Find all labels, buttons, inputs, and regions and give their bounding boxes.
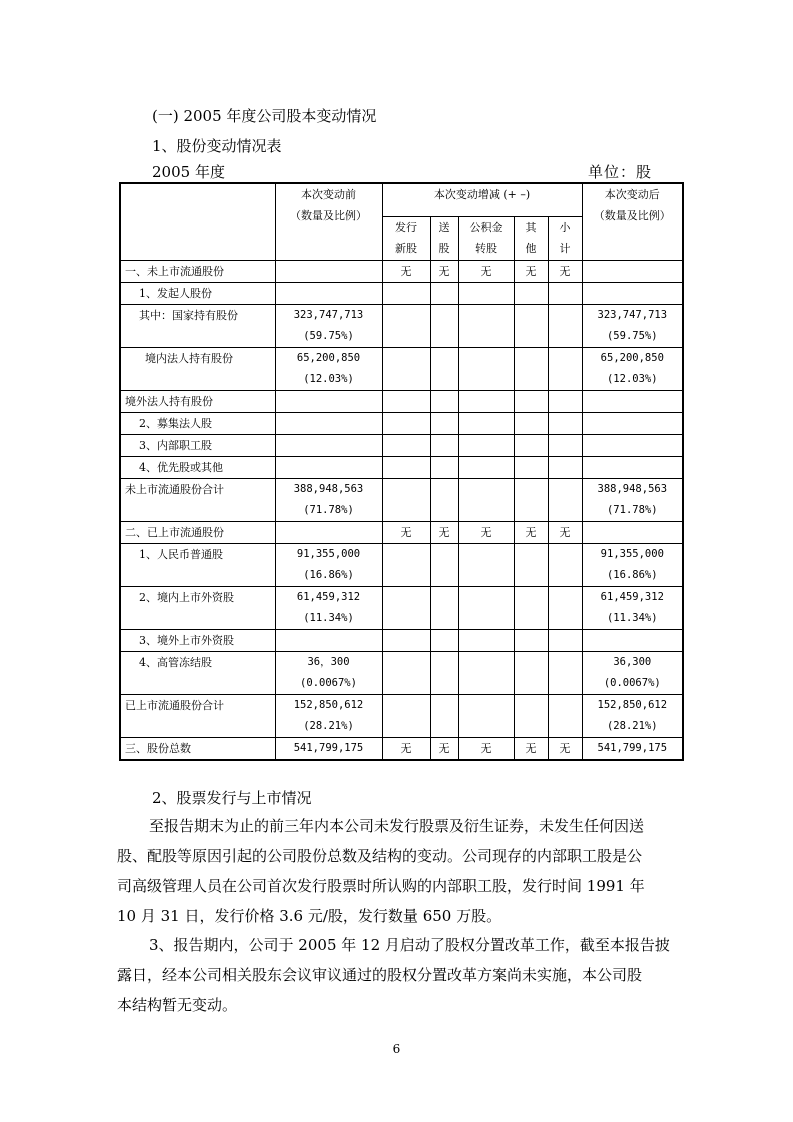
change-cell [458,412,514,434]
after-value [582,260,683,282]
before-value: 541,799,175 [275,737,382,760]
row-label: 境外法人持有股份 [120,390,275,412]
change-cell [430,347,458,390]
change-cell [382,304,430,347]
unit-label: 单位：股 [588,163,653,181]
before-value [275,282,382,304]
change-cell [382,434,430,456]
after-value: 388,948,563 (71.78%) [582,478,683,521]
change-cell [382,456,430,478]
before-value [275,434,382,456]
change-cell [514,434,548,456]
row-label: 3、内部职工股 [120,434,275,456]
row-label: 其中：国家持有股份 [120,304,275,347]
row-label: 二、已上市流通股份 [120,521,275,543]
row-label: 境内法人持有股份 [120,347,275,390]
header-after: 本次变动后 （数量及比例） [582,183,683,260]
change-cell [458,434,514,456]
change-cell [548,543,582,586]
before-value [275,260,382,282]
change-cell [514,629,548,651]
paragraph-line: 10 月 31 日，发行价格 3.6 元/股，发行数量 650 万股。 [117,907,502,925]
header-other: 其 他 [514,216,548,260]
row-label: 1、人民币普通股 [120,543,275,586]
after-value: 91,355,000 (16.86%) [582,543,683,586]
table-row [120,521,683,543]
section2-title: 2、股票发行与上市情况 [152,789,312,807]
change-cell [548,282,582,304]
table-row [120,390,683,412]
header-bonus: 送 股 [430,216,458,260]
change-cell [382,651,430,694]
change-cell [514,304,548,347]
before-value: 323,747,713 (59.75%) [275,304,382,347]
change-cell [548,694,582,737]
change-cell [430,456,458,478]
header-change: 本次变动增减 (+ –) [382,183,582,216]
table-row [120,478,683,521]
section-title: (一) 2005 年度公司股本变动情况 [152,107,377,125]
row-label: 2、境内上市外资股 [120,586,275,629]
change-cell [458,282,514,304]
after-value: 323,747,713 (59.75%) [582,304,683,347]
change-cell: 无 [458,521,514,543]
change-cell: 无 [430,737,458,760]
change-cell [458,651,514,694]
after-value: 152,850,612 (28.21%) [582,694,683,737]
table-row [120,347,683,390]
header-blank-cell [120,183,275,260]
before-value: 65,200,850 (12.03%) [275,347,382,390]
change-cell [382,543,430,586]
header-issue: 发行 新股 [382,216,430,260]
table-title: 1、股份变动情况表 [152,137,282,155]
change-cell [458,304,514,347]
change-cell [514,347,548,390]
change-cell [548,629,582,651]
after-value [582,434,683,456]
change-cell [430,629,458,651]
change-cell [430,304,458,347]
change-cell [382,412,430,434]
change-cell: 无 [382,521,430,543]
change-cell [382,586,430,629]
before-value: 36，300 (0.0067%) [275,651,382,694]
paragraph-line: 露日，经本公司相关股东会议审议通过的股权分置改革方案尚未实施，本公司股 [117,966,643,984]
change-cell [382,390,430,412]
before-value: 61,459,312 (11.34%) [275,586,382,629]
change-cell [458,694,514,737]
change-cell [458,586,514,629]
year-label: 2005 年度 [152,163,225,181]
change-cell [458,543,514,586]
change-cell: 无 [430,260,458,282]
after-value [582,521,683,543]
change-cell: 无 [430,521,458,543]
change-cell [458,629,514,651]
change-cell [514,586,548,629]
change-cell: 无 [514,260,548,282]
change-cell [514,478,548,521]
table-row [120,651,683,694]
row-label: 未上市流通股份合计 [120,478,275,521]
header-before: 本次变动前 （数量及比例） [275,183,382,260]
change-cell [382,282,430,304]
after-value [582,390,683,412]
change-cell: 无 [548,260,582,282]
header-reserve: 公积金 转股 [458,216,514,260]
change-cell: 无 [548,737,582,760]
before-value: 91,355,000 (16.86%) [275,543,382,586]
after-value [582,412,683,434]
change-cell [430,586,458,629]
change-cell [514,543,548,586]
change-cell: 无 [548,521,582,543]
change-cell [514,390,548,412]
after-value [582,282,683,304]
change-cell [514,456,548,478]
change-cell [430,282,458,304]
before-value: 388,948,563 (71.78%) [275,478,382,521]
after-value: 541,799,175 [582,737,683,760]
table-row [120,456,683,478]
change-cell [430,651,458,694]
change-cell [382,629,430,651]
section3-paragraph [117,930,683,1020]
row-label: 三、股份总数 [120,737,275,760]
change-cell [514,651,548,694]
row-label: 4、高管冻结股 [120,651,275,694]
before-value [275,521,382,543]
change-cell [514,412,548,434]
share-change-table [119,182,684,761]
change-cell [458,390,514,412]
row-label: 1、发起人股份 [120,282,275,304]
row-label: 一、未上市流通股份 [120,260,275,282]
table-row [120,282,683,304]
change-cell [382,347,430,390]
change-cell: 无 [382,260,430,282]
table-row [120,694,683,737]
page-number: 6 [392,1042,401,1056]
table-row [120,304,683,347]
table-row [120,629,683,651]
before-value [275,412,382,434]
change-cell [430,543,458,586]
change-cell [430,694,458,737]
change-cell [548,456,582,478]
change-cell: 无 [514,737,548,760]
table-row [120,586,683,629]
paragraph-line: 本结构暂无变动。 [117,996,238,1014]
paragraph-line: 司高级管理人员在公司首次发行股票时所认购的内部职工股，发行时间 1991 年 [117,877,645,895]
change-cell [548,651,582,694]
change-cell: 无 [458,260,514,282]
change-cell [548,412,582,434]
change-cell [548,390,582,412]
before-value [275,456,382,478]
change-cell [458,347,514,390]
change-cell [548,304,582,347]
after-value [582,456,683,478]
after-value: 65,200,850 (12.03%) [582,347,683,390]
paragraph-line: 3、报告期内，公司于 2005 年 12 月启动了股权分置改革工作，截至本报告披 [149,936,670,954]
change-cell [514,282,548,304]
change-cell [458,478,514,521]
after-value: 61,459,312 (11.34%) [582,586,683,629]
row-label: 已上市流通股份合计 [120,694,275,737]
table-row [120,412,683,434]
change-cell [382,694,430,737]
change-cell [430,478,458,521]
paragraph-line: 股、配股等原因引起的公司股份总数及结构的变动。公司现存的内部职工股是公 [117,847,643,865]
table-row [120,737,683,760]
before-value: 152,850,612 (28.21%) [275,694,382,737]
change-cell [458,456,514,478]
row-label: 2、募集法人股 [120,412,275,434]
row-label: 3、境外上市外资股 [120,629,275,651]
change-cell [548,434,582,456]
table-row [120,260,683,282]
header-subtotal: 小 计 [548,216,582,260]
change-cell [548,586,582,629]
row-label: 4、优先股或其他 [120,456,275,478]
change-cell [514,694,548,737]
table-row [120,434,683,456]
before-value [275,629,382,651]
change-cell: 无 [382,737,430,760]
change-cell [430,390,458,412]
table-row [120,543,683,586]
change-cell [548,478,582,521]
change-cell [382,478,430,521]
change-cell: 无 [514,521,548,543]
before-value [275,390,382,412]
after-value: 36,300 (0.0067%) [582,651,683,694]
change-cell [430,434,458,456]
after-value [582,629,683,651]
change-cell [548,347,582,390]
section2-paragraph [117,811,683,931]
change-cell [430,412,458,434]
change-cell: 无 [458,737,514,760]
paragraph-line: 至报告期末为止的前三年内本公司未发行股票及衍生证券，未发生任何因送 [149,817,645,835]
